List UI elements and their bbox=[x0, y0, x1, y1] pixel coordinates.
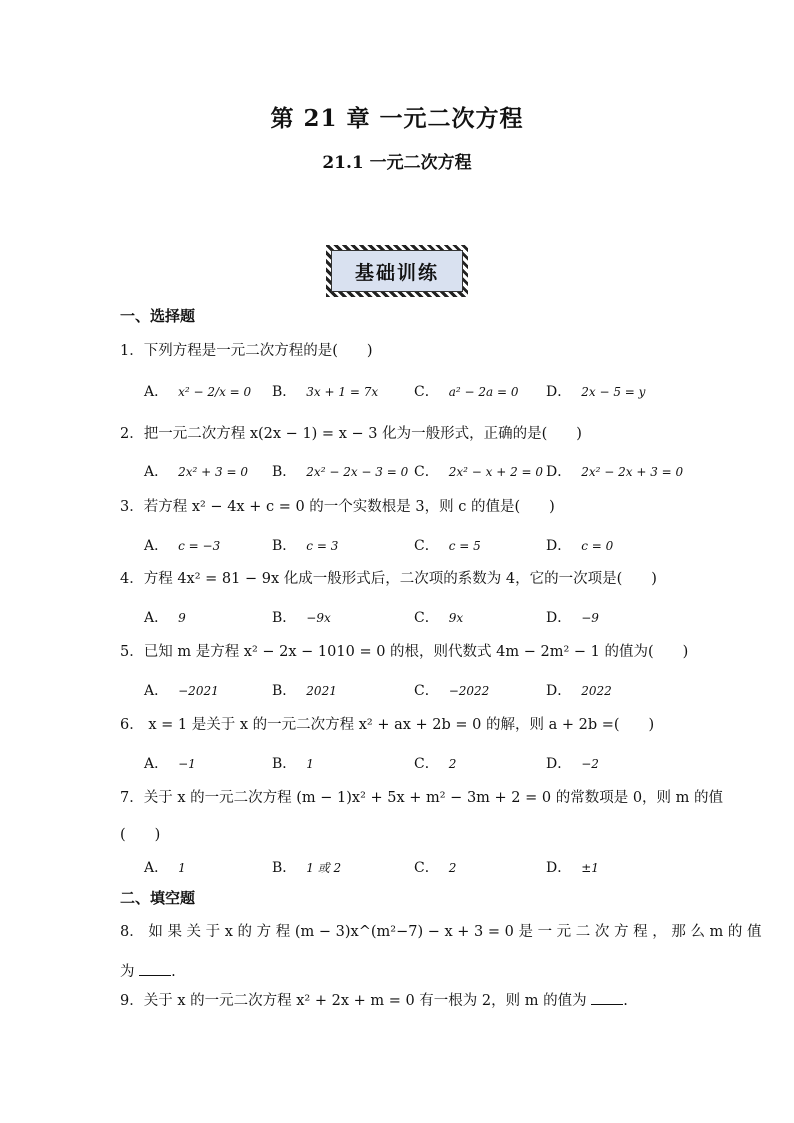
option-c bbox=[414, 753, 456, 773]
question-stem bbox=[120, 990, 680, 1011]
option-value: −2021 bbox=[178, 684, 219, 698]
option-label: D． bbox=[546, 538, 572, 554]
answer-blank bbox=[591, 990, 623, 1005]
option-c bbox=[414, 535, 481, 555]
option-value: 9 bbox=[178, 611, 186, 625]
option-d bbox=[546, 535, 613, 555]
question-blank-line bbox=[120, 960, 176, 981]
option-label: B． bbox=[272, 464, 297, 480]
chapter-title: 第 21 章 一元二次方程 bbox=[270, 105, 524, 132]
option-value: 1 bbox=[306, 757, 314, 771]
option-row bbox=[144, 535, 704, 555]
question-text: . bbox=[623, 993, 628, 1009]
banner-frame bbox=[326, 245, 468, 297]
option-value: −2022 bbox=[448, 684, 490, 698]
option-value: 2022 bbox=[581, 684, 612, 698]
option-value: 2021 bbox=[306, 684, 337, 698]
option-a bbox=[144, 857, 186, 877]
option-c bbox=[414, 381, 518, 401]
option-a bbox=[144, 461, 248, 481]
option-value: c = 5 bbox=[448, 539, 481, 553]
question-text: 为 bbox=[120, 964, 135, 980]
question-stem: 6． x = 1 是关于 x 的一元二次方程 x² + ax + 2b = 0 的解，则 a + 2b =( ) bbox=[120, 717, 655, 733]
question-stem: 2．把一元二次方程 x(2x − 1) = x − 3 化为一般形式，正确的是( ) bbox=[120, 426, 582, 442]
option-value: 1 或 2 bbox=[306, 861, 342, 875]
option-label: C． bbox=[414, 683, 439, 699]
question-stem: 7．关于 x 的一元二次方程 (m − 1)x² + 5x + m² − 3m + 2 = 0 的常数项是 0，则 m 的值 bbox=[120, 790, 724, 806]
option-label: A． bbox=[144, 683, 169, 699]
option-label: B． bbox=[272, 610, 297, 626]
option-label: C． bbox=[414, 384, 439, 400]
option-value: 2x − 5 = y bbox=[581, 385, 646, 399]
option-value: 2 bbox=[448, 757, 457, 771]
option-row bbox=[144, 381, 704, 401]
option-label: B． bbox=[272, 384, 297, 400]
option-label: A． bbox=[144, 384, 169, 400]
option-label: B． bbox=[272, 860, 297, 876]
option-row bbox=[144, 753, 704, 773]
option-a bbox=[144, 607, 186, 627]
option-d bbox=[546, 857, 599, 877]
question-stem: 1．下列方程是一元二次方程的是( ) bbox=[120, 343, 373, 359]
option-label: D． bbox=[546, 756, 572, 772]
option-c bbox=[414, 607, 463, 627]
option-a bbox=[144, 535, 220, 555]
option-d bbox=[546, 461, 683, 481]
question-stem: 3．若方程 x² − 4x + c = 0 的一个实数根是 3，则 c 的值是( ) bbox=[120, 499, 555, 515]
option-label: C． bbox=[414, 860, 439, 876]
option-value: −1 bbox=[178, 757, 196, 771]
question-stem: 4．方程 4x² = 81 − 9x 化成一般形式后，二次项的系数为 4，它的一次项是( ) bbox=[120, 571, 657, 587]
option-d bbox=[546, 607, 599, 627]
option-label: D． bbox=[546, 610, 572, 626]
option-label: D． bbox=[546, 683, 572, 699]
question-stem: 8． 如 果 关 于 x 的 方 程 (m − 3)x^(m²−7) − x + 3 = 0 是 一 元 二 次 方 程 ， 那 么 m 的 值 bbox=[120, 924, 762, 940]
option-b bbox=[272, 857, 341, 877]
option-label: C． bbox=[414, 610, 439, 626]
option-c bbox=[414, 857, 456, 877]
option-label: A． bbox=[144, 464, 169, 480]
option-label: C． bbox=[414, 756, 439, 772]
option-label: D． bbox=[546, 464, 572, 480]
option-label: B． bbox=[272, 538, 297, 554]
option-b bbox=[272, 535, 338, 555]
section-title: 21.1 一元二次方程 bbox=[322, 153, 472, 173]
option-value: a² − 2a = 0 bbox=[448, 385, 519, 399]
option-value: 1 bbox=[178, 861, 186, 875]
option-value: c = −3 bbox=[178, 539, 221, 553]
option-row bbox=[144, 680, 704, 700]
option-value: −9 bbox=[581, 611, 599, 625]
option-value: −2 bbox=[581, 757, 599, 771]
option-label: C． bbox=[414, 464, 439, 480]
option-value: 2x² + 3 = 0 bbox=[178, 465, 248, 479]
option-a bbox=[144, 381, 251, 401]
option-label: A． bbox=[144, 756, 169, 772]
option-d bbox=[546, 381, 645, 401]
option-value: 3x + 1 = 7x bbox=[306, 385, 379, 399]
option-value: 2x² − 2x + 3 = 0 bbox=[581, 465, 684, 479]
question-text: 9．关于 x 的一元二次方程 x² + 2x + m = 0 有一根为 2，则 m 的值为 bbox=[120, 993, 587, 1009]
option-label: B． bbox=[272, 683, 297, 699]
option-b bbox=[272, 607, 331, 627]
option-c bbox=[414, 461, 543, 481]
option-a bbox=[144, 680, 219, 700]
question-stem: 5．已知 m 是方程 x² − 2x − 1010 = 0 的根，则代数式 4m − 2m² − 1 的值为( ) bbox=[120, 644, 689, 660]
option-row bbox=[144, 607, 704, 627]
option-label: D． bbox=[546, 384, 572, 400]
option-a bbox=[144, 753, 196, 773]
question-text: . bbox=[171, 964, 176, 980]
question-answer-paren: ( ) bbox=[120, 827, 161, 843]
option-value: ±1 bbox=[581, 861, 599, 875]
option-value: c = 0 bbox=[581, 539, 614, 553]
option-value: −9x bbox=[306, 611, 331, 625]
option-d bbox=[546, 680, 612, 700]
part-heading-fill: 二、填空题 bbox=[120, 889, 196, 907]
option-c bbox=[414, 680, 489, 700]
option-label: A． bbox=[144, 610, 169, 626]
option-value: 2x² − 2x − 3 = 0 bbox=[306, 465, 409, 479]
option-value: x² − 2/x = 0 bbox=[178, 385, 252, 399]
option-row bbox=[144, 461, 704, 481]
option-row bbox=[144, 857, 704, 877]
part-heading-choice: 一、选择题 bbox=[120, 307, 196, 325]
option-label: A． bbox=[144, 860, 169, 876]
option-b bbox=[272, 680, 337, 700]
answer-blank bbox=[139, 961, 171, 976]
option-b bbox=[272, 461, 408, 481]
option-label: A． bbox=[144, 538, 169, 554]
option-value: 2x² − x + 2 = 0 bbox=[448, 465, 544, 479]
option-b bbox=[272, 753, 314, 773]
option-value: 2 bbox=[448, 861, 457, 875]
option-value: c = 3 bbox=[306, 539, 339, 553]
option-label: B． bbox=[272, 756, 297, 772]
option-d bbox=[546, 753, 599, 773]
option-label: D． bbox=[546, 860, 572, 876]
option-label: C． bbox=[414, 538, 439, 554]
banner-label: 基础训练 bbox=[331, 250, 463, 292]
option-b bbox=[272, 381, 378, 401]
option-value: 9x bbox=[448, 611, 464, 625]
